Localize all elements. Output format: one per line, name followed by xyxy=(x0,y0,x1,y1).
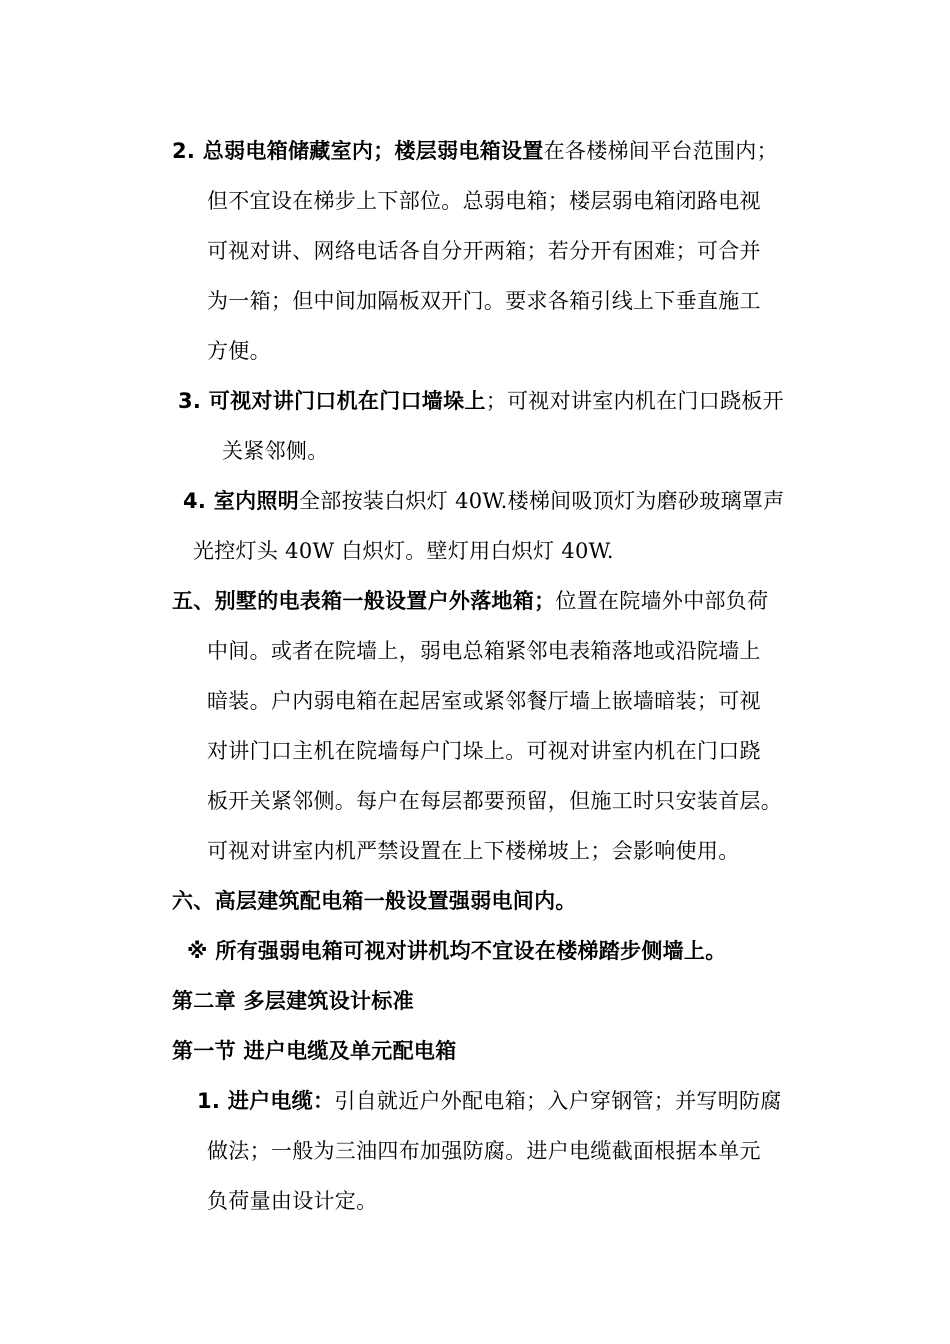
subitem-1-line-1 xyxy=(197,1086,782,1116)
section-5-line-5: 板开关紧邻侧。每户在每层都要预留，但施工时只安装首层。 xyxy=(207,789,783,813)
item-4-bold-lead: 4. 室内照明 xyxy=(183,489,299,513)
item-2-line-5: 方便。 xyxy=(207,339,271,363)
item-3-line-1-rest: ；可视对讲室内机在门口跷板开 xyxy=(485,389,784,413)
section-5-line-6: 可视对讲室内机严禁设置在上下楼梯坡上；会影响使用。 xyxy=(207,839,740,863)
item-2-line-4: 为一箱；但中间加隔板双开门。要求各箱引线上下垂直施工 xyxy=(207,289,761,313)
item-3-line-1 xyxy=(178,386,784,416)
section-5-line-3: 暗装。户内弱电箱在起居室或紧邻餐厅墙上嵌墙暗装；可视 xyxy=(207,689,761,713)
item-3-bold-lead: 3. 可视对讲门口机在门口墙垛上 xyxy=(178,389,486,413)
subitem-1-line-3: 负荷量由设计定。 xyxy=(207,1189,378,1213)
item-2-line-3: 可视对讲、网络电话各自分开两箱；若分开有困难；可合并 xyxy=(207,239,761,263)
section-5-bold-lead: 五、别墅的电表箱一般设置户外落地箱； xyxy=(172,589,556,613)
section-5-line-1-rest: 位置在院墙外中部负荷 xyxy=(555,589,769,613)
item-2-line-2: 但不宜设在梯步上下部位。总弱电箱；楼层弱电箱闭路电视 xyxy=(207,189,761,213)
item-4-line-1-rest: 全部按装白炽灯 40W.楼梯间吸顶灯为磨砂玻璃罩声 xyxy=(299,489,785,513)
item-3-line-2: 关紧邻侧。 xyxy=(222,439,329,463)
item-2-line-1 xyxy=(172,136,778,166)
section-5-line-2: 中间。或者在院墙上，弱电总箱紧邻电表箱落地或沿院墙上 xyxy=(207,639,761,663)
item-2-line-1-rest: 在各楼梯间平台范围内； xyxy=(543,139,778,163)
section-5-line-1 xyxy=(172,586,768,616)
subitem-1-bold-lead: 1. 进户电缆： xyxy=(197,1089,335,1113)
section-6-heading: 六、高层建筑配电箱一般设置强弱电间内。 xyxy=(172,889,577,913)
chapter-title: 第二章 多层建筑设计标准 xyxy=(172,989,414,1013)
subitem-1-line-1-rest: 引自就近户外配电箱；入户穿钢管；并写明防腐 xyxy=(334,1089,782,1113)
item-4-line-2: 光控灯头 40W 白炽灯。壁灯用白炽灯 40W. xyxy=(193,539,614,563)
item-2-bold-lead: 2. 总弱电箱储藏室内；楼层弱电箱设置 xyxy=(172,139,544,163)
note-line: ※ 所有强弱电箱可视对讲机均不宜设在楼梯踏步侧墙上。 xyxy=(187,939,727,963)
section-5-line-4: 对讲门口主机在院墙每户门垛上。可视对讲室内机在门口跷 xyxy=(207,739,761,763)
subitem-1-line-2: 做法；一般为三油四布加强防腐。进户电缆截面根据本单元 xyxy=(207,1139,761,1163)
section-title: 第一节 进户电缆及单元配电箱 xyxy=(172,1039,457,1063)
item-4-line-1 xyxy=(183,486,784,516)
